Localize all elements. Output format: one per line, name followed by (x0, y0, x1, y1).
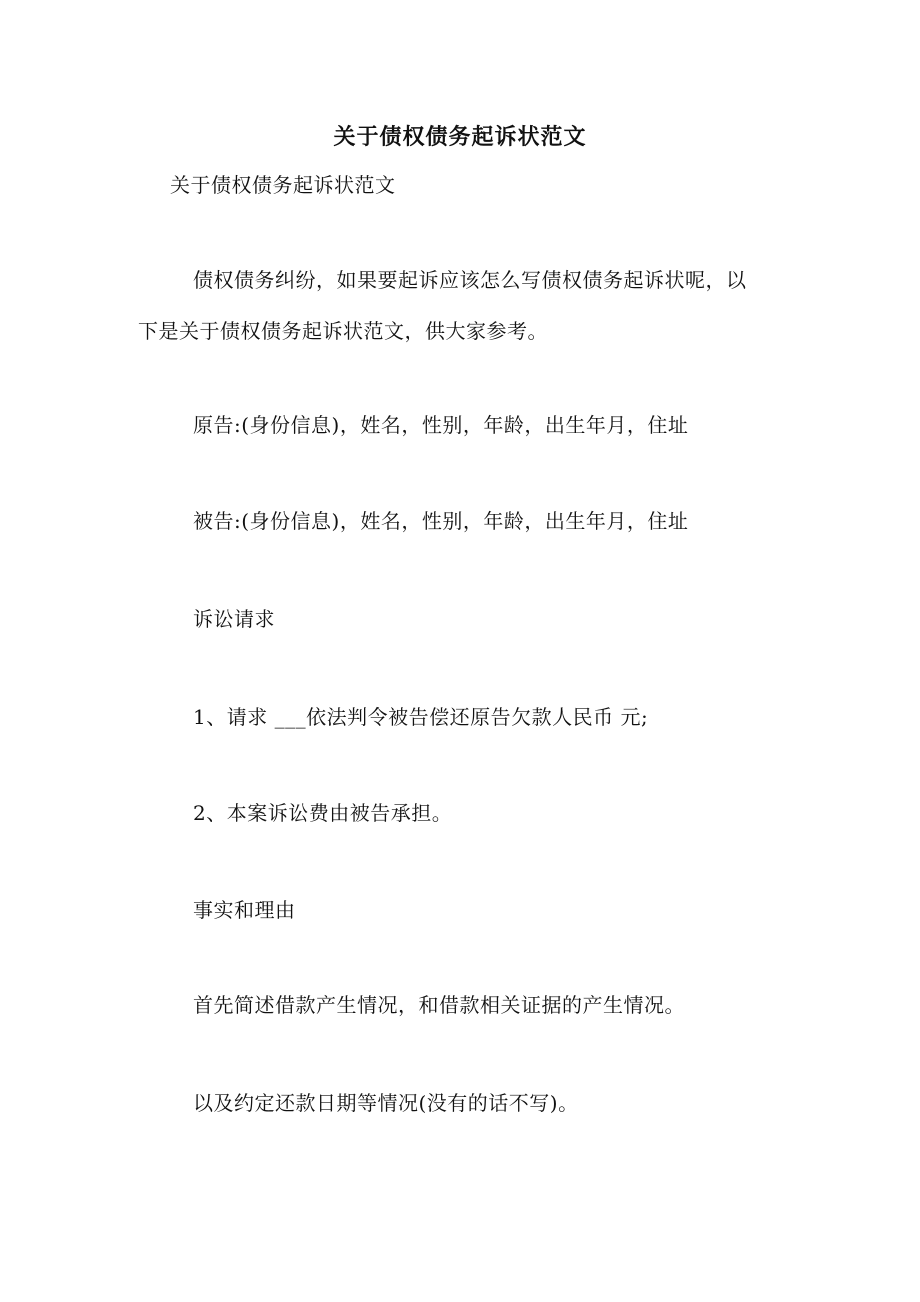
intro-paragraph-line-2: 下是关于债权债务起诉状范文，供大家参考。 (138, 319, 548, 343)
defendant-info: 被告:(身份信息)，姓名，性别，年龄，出生年月，住址 (193, 509, 689, 533)
plaintiff-info: 原告:(身份信息)，姓名，性别，年龄，出生年月，住址 (193, 413, 689, 437)
facts-line-2: 以及约定还款日期等情况(没有的话不写)。 (193, 1091, 579, 1115)
claim-item-1: 1、请求 ___依法判令被告偿还原告欠款人民币 元; (193, 705, 649, 729)
facts-line-1: 首先简述借款产生情况，和借款相关证据的产生情况。 (193, 993, 685, 1017)
document-subtitle: 关于债权债务起诉状范文 (170, 173, 396, 197)
facts-heading: 事实和理由 (193, 898, 296, 922)
document-title: 关于债权债务起诉状范文 (333, 124, 587, 150)
claims-heading: 诉讼请求 (193, 607, 275, 631)
intro-paragraph-line-1: 债权债务纠纷，如果要起诉应该怎么写债权债务起诉状呢，以 (193, 268, 747, 292)
claim-item-2: 2、本案诉讼费由被告承担。 (193, 801, 453, 825)
